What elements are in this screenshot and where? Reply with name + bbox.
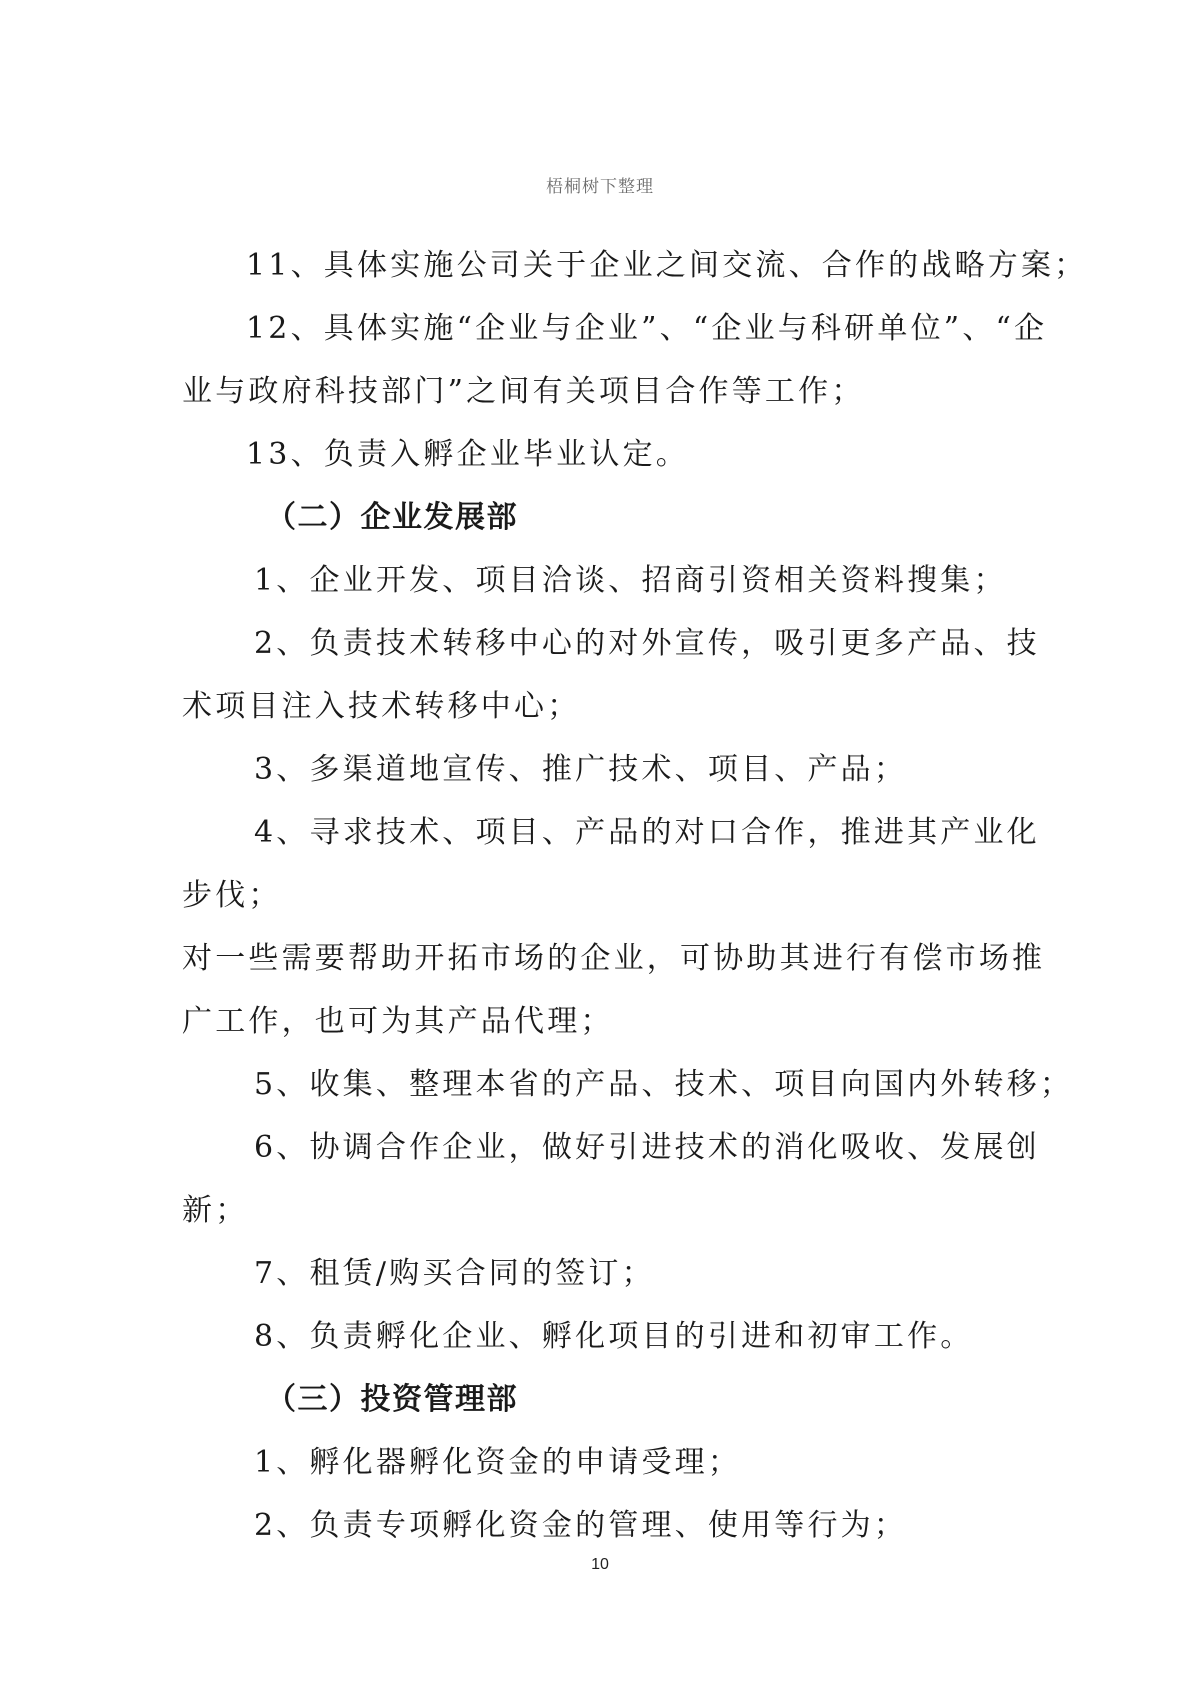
- paragraph-line: 12、具体实施“企业与企业”、“企业与科研单位”、“企: [246, 311, 1048, 346]
- paragraph-line: 广工作，也可为其产品代理；: [182, 1004, 614, 1039]
- document-body: [182, 234, 1088, 1557]
- paragraph-line: 2、负责专项孵化资金的管理、使用等行为；: [254, 1508, 908, 1543]
- paragraph-line: 术项目注入技术转移中心；: [182, 689, 581, 724]
- paragraph-line: 5、收集、整理本省的产品、技术、项目向国内外转移；: [254, 1067, 1074, 1102]
- paragraph-line: 2、负责技术转移中心的对外宣传，吸引更多产品、技: [254, 626, 1040, 661]
- page-header: 梧桐树下整理: [546, 177, 654, 197]
- paragraph-line: 3、多渠道地宣传、推广技术、项目、产品；: [254, 752, 908, 787]
- paragraph-line: 7、租赁/购买合同的签订；: [254, 1256, 655, 1291]
- paragraph-line: 8、负责孵化企业、孵化项目的引进和初审工作。: [254, 1319, 974, 1354]
- section-heading: （二）企业发展部: [266, 500, 518, 535]
- paragraph-line: 新；: [182, 1193, 249, 1228]
- section-heading: （三）投资管理部: [266, 1382, 518, 1417]
- paragraph-line: 13、负责入孵企业毕业认定。: [246, 437, 689, 472]
- paragraph-line: 业与政府科技部门”之间有关项目合作等工作；: [182, 374, 865, 409]
- paragraph-line: 11、具体实施公司关于企业之间交流、合作的战略方案；: [246, 248, 1088, 283]
- paragraph-line: 6、协调合作企业，做好引进技术的消化吸收、发展创: [254, 1130, 1040, 1165]
- paragraph-line: 1、孵化器孵化资金的申请受理；: [254, 1445, 742, 1480]
- paragraph-line: 1、企业开发、项目洽谈、招商引资相关资料搜集；: [254, 563, 1007, 598]
- paragraph-line: 步伐；: [182, 878, 282, 913]
- page-number: 10: [591, 1556, 609, 1573]
- paragraph-line: 对一些需要帮助开拓市场的企业，可协助其进行有偿市场推: [182, 941, 1046, 976]
- paragraph-line: 4、寻求技术、项目、产品的对口合作，推进其产业化: [254, 815, 1040, 850]
